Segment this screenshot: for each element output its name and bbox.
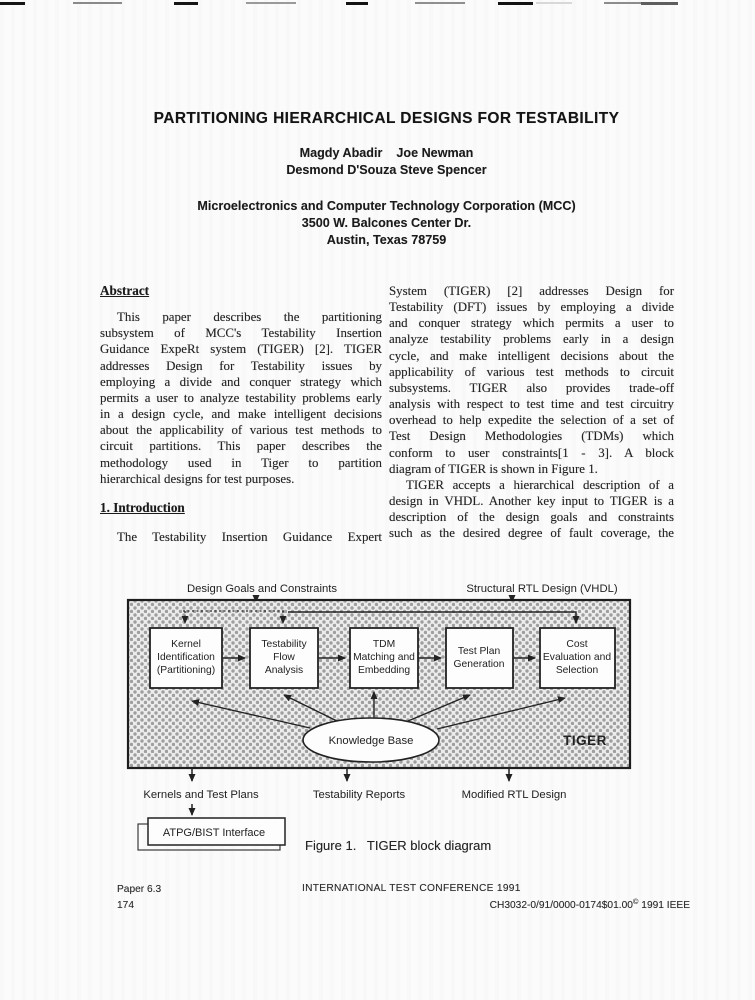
text-line: Test Design Methodologies (TDMs) which [389, 429, 674, 444]
box-label: Analysis [264, 665, 304, 676]
box-label: Evaluation and [542, 652, 612, 663]
text-line: such as the desired degree of fault coverage, the [389, 526, 674, 541]
scan-artifact-dash [536, 2, 572, 4]
box-label: Cost [566, 639, 588, 650]
box-label: (Partitioning) [156, 665, 216, 676]
scan-artifact-dash [246, 2, 296, 4]
text-line: permits a user to analyze testability problems early [100, 390, 382, 405]
copyright-symbol: © [632, 897, 639, 906]
abstract-heading: Abstract [100, 283, 150, 298]
output-label-kernels: Kernels and Test Plans [143, 789, 259, 801]
text-line: methodology used in Tiger to partition [100, 455, 382, 470]
figure-caption: Figure 1. TIGER block diagram [305, 838, 492, 853]
authors-line-2: Desmond D'Souza Steve Spencer [286, 163, 487, 177]
box-label: Test Plan [457, 646, 501, 657]
footer-paper-number: Paper 6.3 [117, 884, 162, 895]
text-line: overhead to help expedite the selection of a set of [389, 413, 674, 428]
figure-1 [0, 578, 755, 868]
scan-artifact-dash [0, 2, 25, 5]
affiliation-line-3: Austin, Texas 78759 [326, 233, 447, 247]
text-line: in a design cycle, and make intelligent decisions [100, 407, 382, 422]
authors-line-1: Magdy Abadir Joe Newman [299, 146, 474, 160]
text-line: addresses Design for Testability issues by [100, 358, 382, 373]
output-label-modified-rtl: Modified RTL Design [461, 789, 567, 801]
copyright-year: 1991 IEEE [638, 900, 690, 911]
box-label: Generation [453, 659, 505, 670]
scan-artifact-dash [498, 2, 533, 5]
footer-page-number: 174 [117, 900, 134, 911]
box-label: Kernel [171, 639, 201, 650]
box-label: Identification [157, 652, 215, 663]
text-line: description of the design goals and constraints [389, 510, 674, 525]
input-label-structural-rtl: Structural RTL Design (VHDL) [466, 583, 618, 595]
text-line: circuit partitions. This paper describes the [100, 439, 382, 454]
box-test-plan-generation [446, 628, 513, 688]
scan-artifact-dash [604, 2, 641, 4]
footer-copyright [380, 897, 690, 911]
text-line: Testability (DFT) issues by employing a divide [389, 300, 674, 315]
box-label: Selection [555, 665, 599, 676]
interface-box-label: ATPG/BIST Interface [162, 827, 266, 839]
text-line: analysis with respect to test time and test circuitry [389, 397, 674, 412]
text-line: employing a divide and conquer strategy which [100, 374, 382, 389]
box-label: Matching and [353, 652, 415, 663]
knowledge-base-label: Knowledge Base [328, 735, 414, 747]
text-line: conform to user constraints[1 - 3]. A block [389, 445, 674, 460]
text-line: and conquer strategy which permits a user to [389, 316, 674, 331]
scan-artifact-dash [174, 2, 198, 5]
copyright-code: CH3032-0/91/0000-0174$01.00 [489, 900, 633, 911]
footer-conference: INTERNATIONAL TEST CONFERENCE 1991 [302, 883, 521, 894]
scan-artifact-dash [73, 2, 122, 4]
box-label: TDM [372, 639, 396, 650]
affiliation-line-1: Microelectronics and Computer Technology Corporation (MCC) [197, 199, 576, 213]
text-line: Guidance ExpeRt system (TIGER) [2]. TIGER [100, 342, 382, 357]
text-line: The Testability Insertion Guidance Expert [117, 530, 382, 545]
scan-artifact-dash [641, 2, 678, 5]
input-label-design-goals: Design Goals and Constraints [186, 583, 338, 595]
text-line: This paper describes the partitioning [117, 310, 382, 325]
box-label: Flow [273, 652, 295, 663]
affiliation-line-2: 3500 W. Balcones Center Dr. [301, 216, 472, 230]
scan-artifact-dash [415, 2, 465, 4]
right-column [389, 283, 674, 542]
text-line: analyze testability problems early in a design [389, 332, 674, 347]
text-line: cycle, and make intelligent decisions about the [389, 348, 674, 363]
box-label: Embedding [357, 665, 411, 676]
introduction-heading: 1. Introduction [100, 499, 185, 515]
box-label: Testability [261, 639, 307, 650]
text-line: about the applicability of various test methods to [100, 423, 382, 438]
left-column [100, 283, 382, 545]
text-line: applicability of various test methods to circuit [389, 364, 674, 379]
text-line: design in VHDL. Another key input to TIGER is a [389, 494, 674, 509]
text-line: subsystem of MCC's Testability Insertion [100, 326, 382, 341]
text-line: TIGER accepts a hierarchical description of a [406, 477, 674, 492]
tiger-system-label: TIGER [563, 733, 607, 748]
paper-title: PARTITIONING HIERARCHICAL DESIGNS FOR TESTABILITY [153, 110, 620, 127]
output-label-testability-reports: Testability Reports [312, 789, 406, 801]
text-line: System (TIGER) [2] addresses Design for [389, 284, 674, 298]
tiger-block-diagram [0, 578, 755, 868]
scan-artifact-dash [346, 2, 368, 5]
text-line: hierarchical designs for test purposes. [100, 471, 295, 486]
text-line: diagram of TIGER is shown in Figure 1. [389, 461, 598, 476]
text-line: subsystems. TIGER also provides trade-off [389, 380, 674, 395]
